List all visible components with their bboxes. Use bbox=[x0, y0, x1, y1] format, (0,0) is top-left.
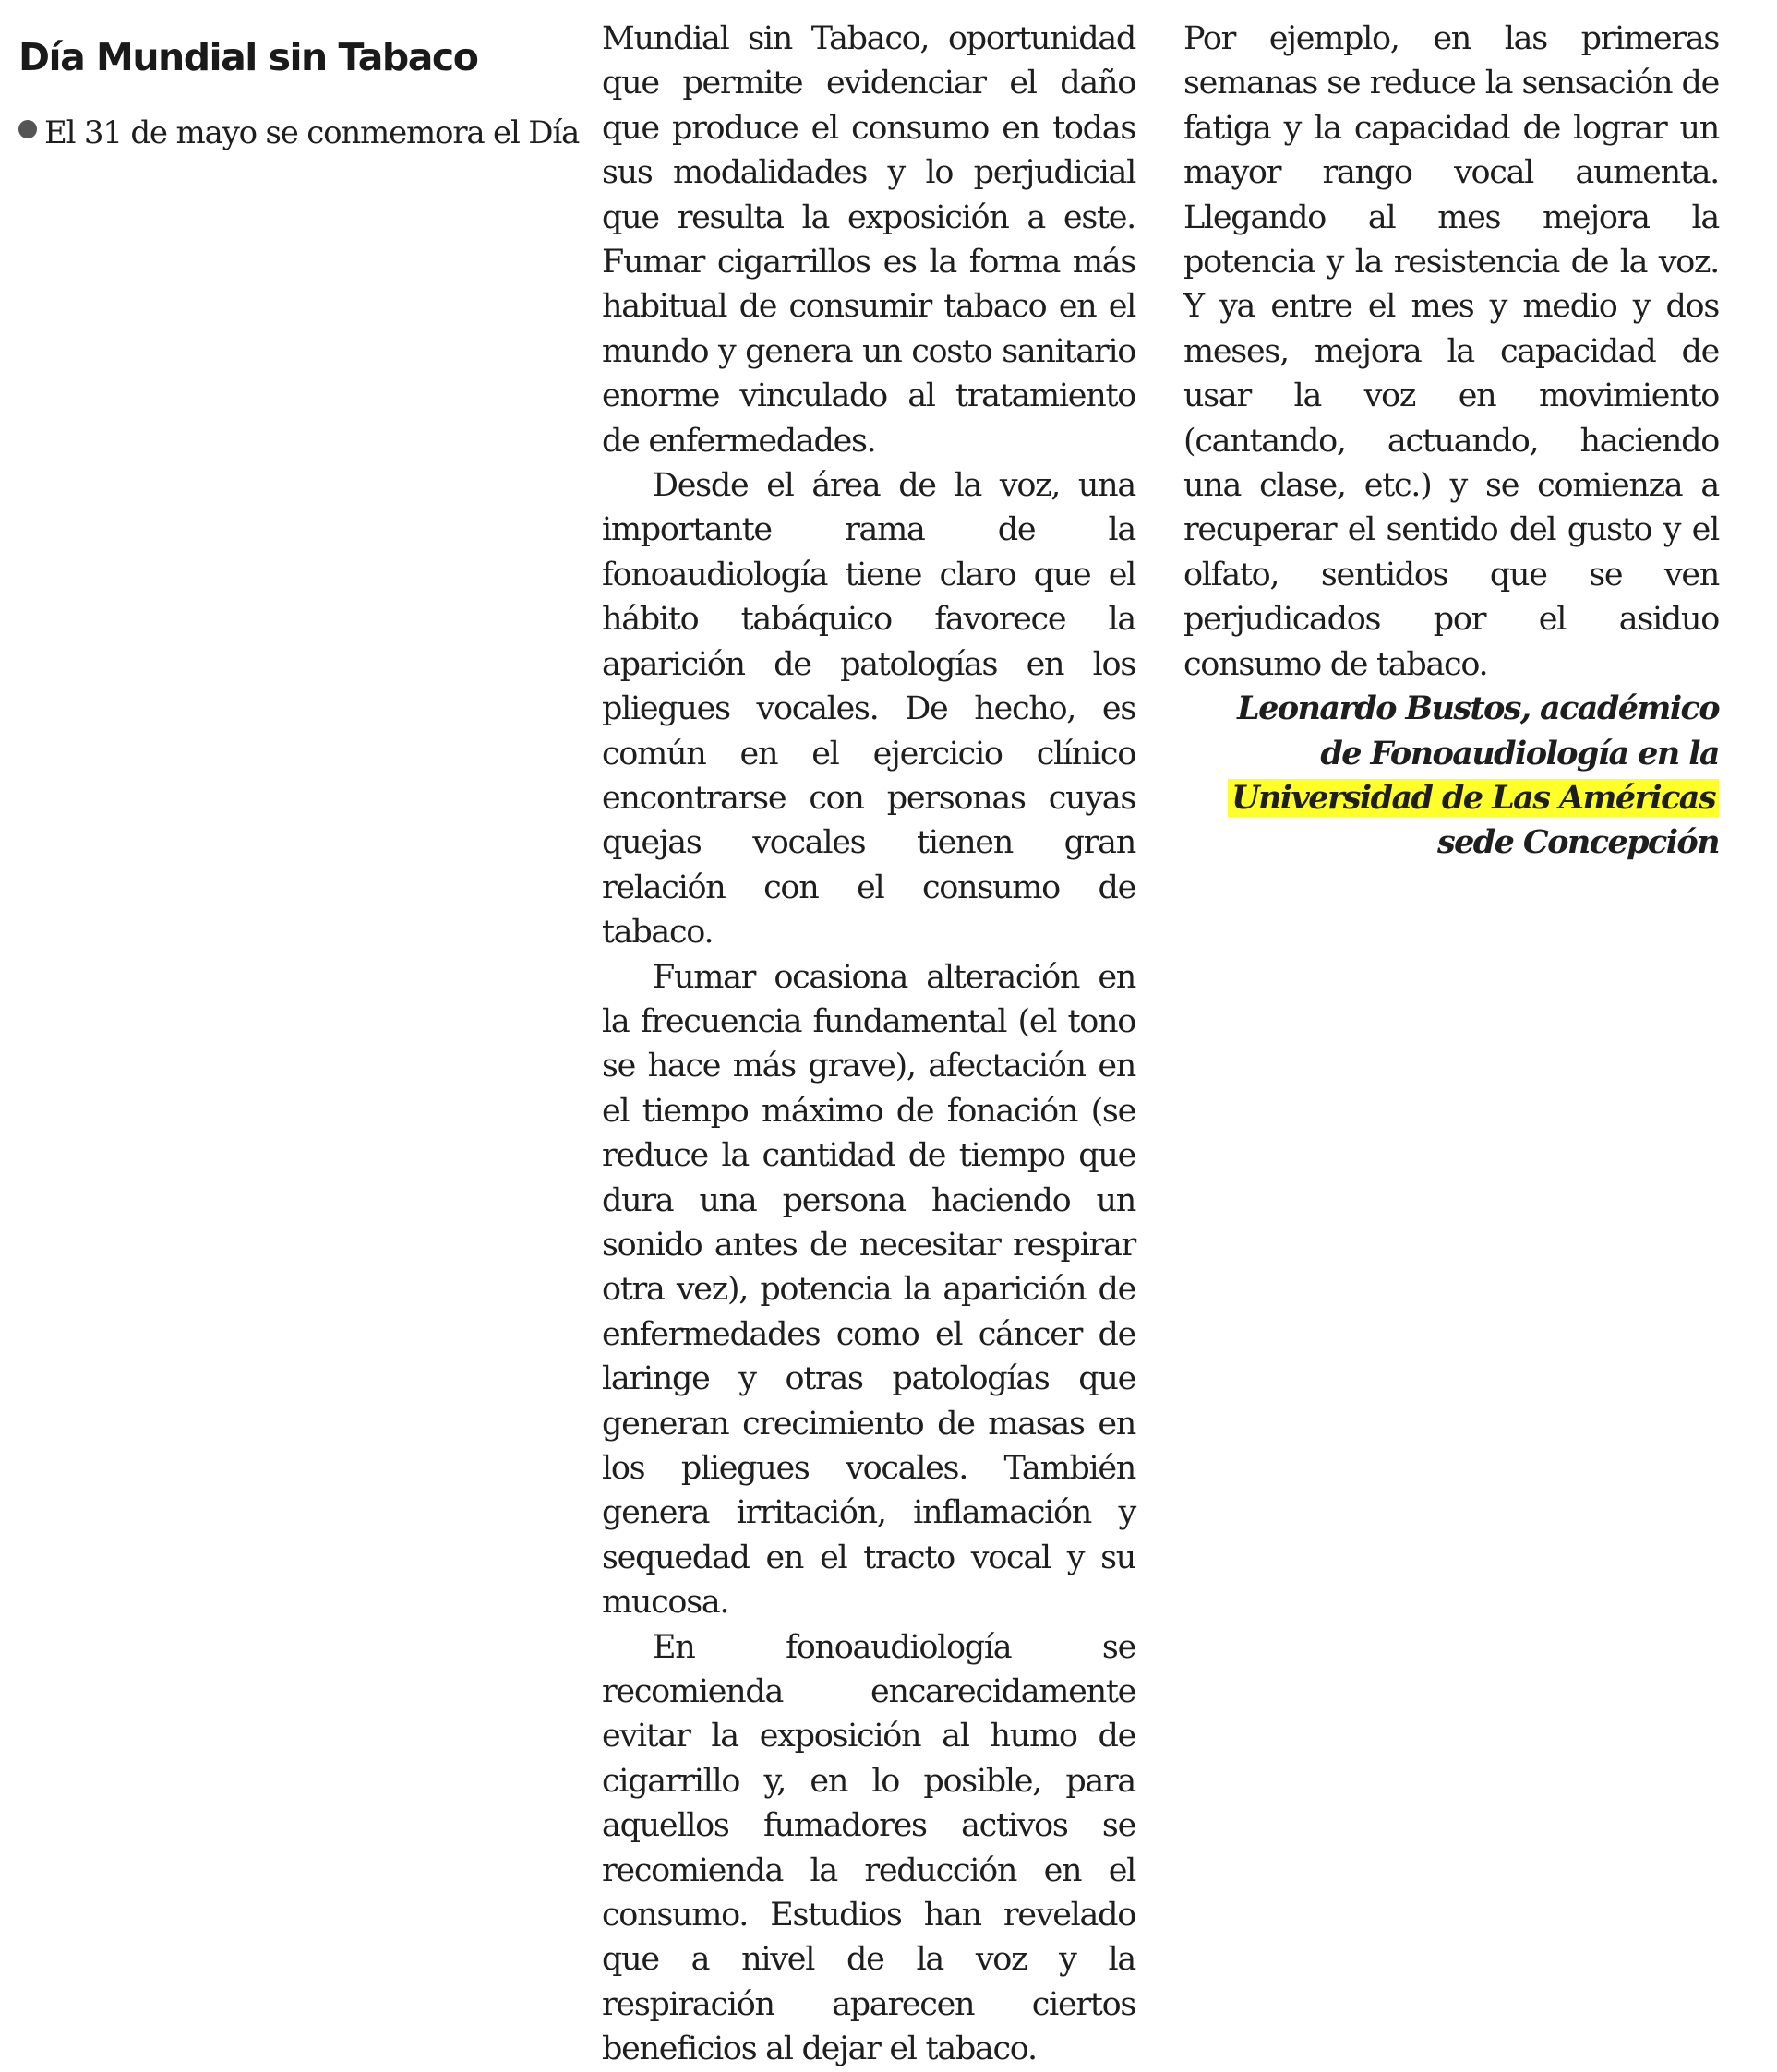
article-lede bbox=[18, 109, 579, 157]
author-signature bbox=[1183, 687, 1719, 866]
article-column-3 bbox=[1183, 17, 1719, 866]
signature-text: Leonardo Bustos, académico de Fonoaudiología en la bbox=[1237, 689, 1719, 773]
lede-text: El 31 de mayo se conmemora el Día bbox=[44, 114, 580, 151]
paragraph: Fumar ocasiona alteración en la frecuencia fundamental (el tono se hace más grave), afectación en el tiempo máximo de fonación (se reduce la cantidad de tiempo que dura una persona haciendo un sonido antes de necesitar respirar otra vez), potencia la aparición de enfermedades como el cáncer de laringe y otras patologías que generan crecimiento de masas en los pliegues vocales. También genera irritación, inflamación y sequedad en el tracto vocal y su mucosa. bbox=[602, 958, 1135, 1622]
paragraph: Desde el área de la voz, una importante rama de la fonoaudiología tiene claro que el hábito tabáquico favorece la aparición de patologías en los pliegues vocales. De hecho, es común en el ejercicio clínico encontrarse con personas cuyas quejas vocales tienen gran relación con el consumo de tabaco. bbox=[602, 467, 1135, 952]
paragraph: En fonoaudiología se recomienda encarecidamente evitar la exposición al humo de cigarrillo y, en lo posible, para aquellos fumadores activos se recomienda la reducción en el consumo. Estudios han revelado que a nivel de la voz y la respiración aparecen ciertos beneficios al dejar el tabaco. bbox=[602, 1628, 1135, 2068]
article-headline: Día Mundial sin Tabaco bbox=[18, 35, 478, 79]
bullet-icon bbox=[18, 120, 37, 138]
article-column-2 bbox=[602, 17, 1135, 2072]
paragraph: Mundial sin Tabaco, oportunidad que permite evidenciar el daño que produce el consumo en todas sus modalidades y lo perjudicial que resulta la exposición a este. Fumar cigarrillos es la forma más habitual de consumir tabaco en el mundo y genera un costo sanitario enorme vinculado al tratamiento de enfermedades. bbox=[602, 20, 1135, 460]
paragraph: Por ejemplo, en las primeras semanas se reduce la sensación de fatiga y la capacidad de lograr un mayor rango vocal aumenta. Llegando al mes mejora la potencia y la resistencia de la voz. Y ya entre el mes y medio y dos meses, mejora la capacidad de usar la voz en movimiento (cantando, actuando, haciendo una clase, etc.) y se comienza a recuperar el sentido del gusto y el olfato, sentidos que se ven perjudicados por el asiduo consumo de tabaco. bbox=[1183, 20, 1719, 683]
highlighted-institution: Universidad de Las Américas bbox=[1228, 779, 1719, 817]
signature-location: sede Concepción bbox=[1437, 823, 1719, 862]
